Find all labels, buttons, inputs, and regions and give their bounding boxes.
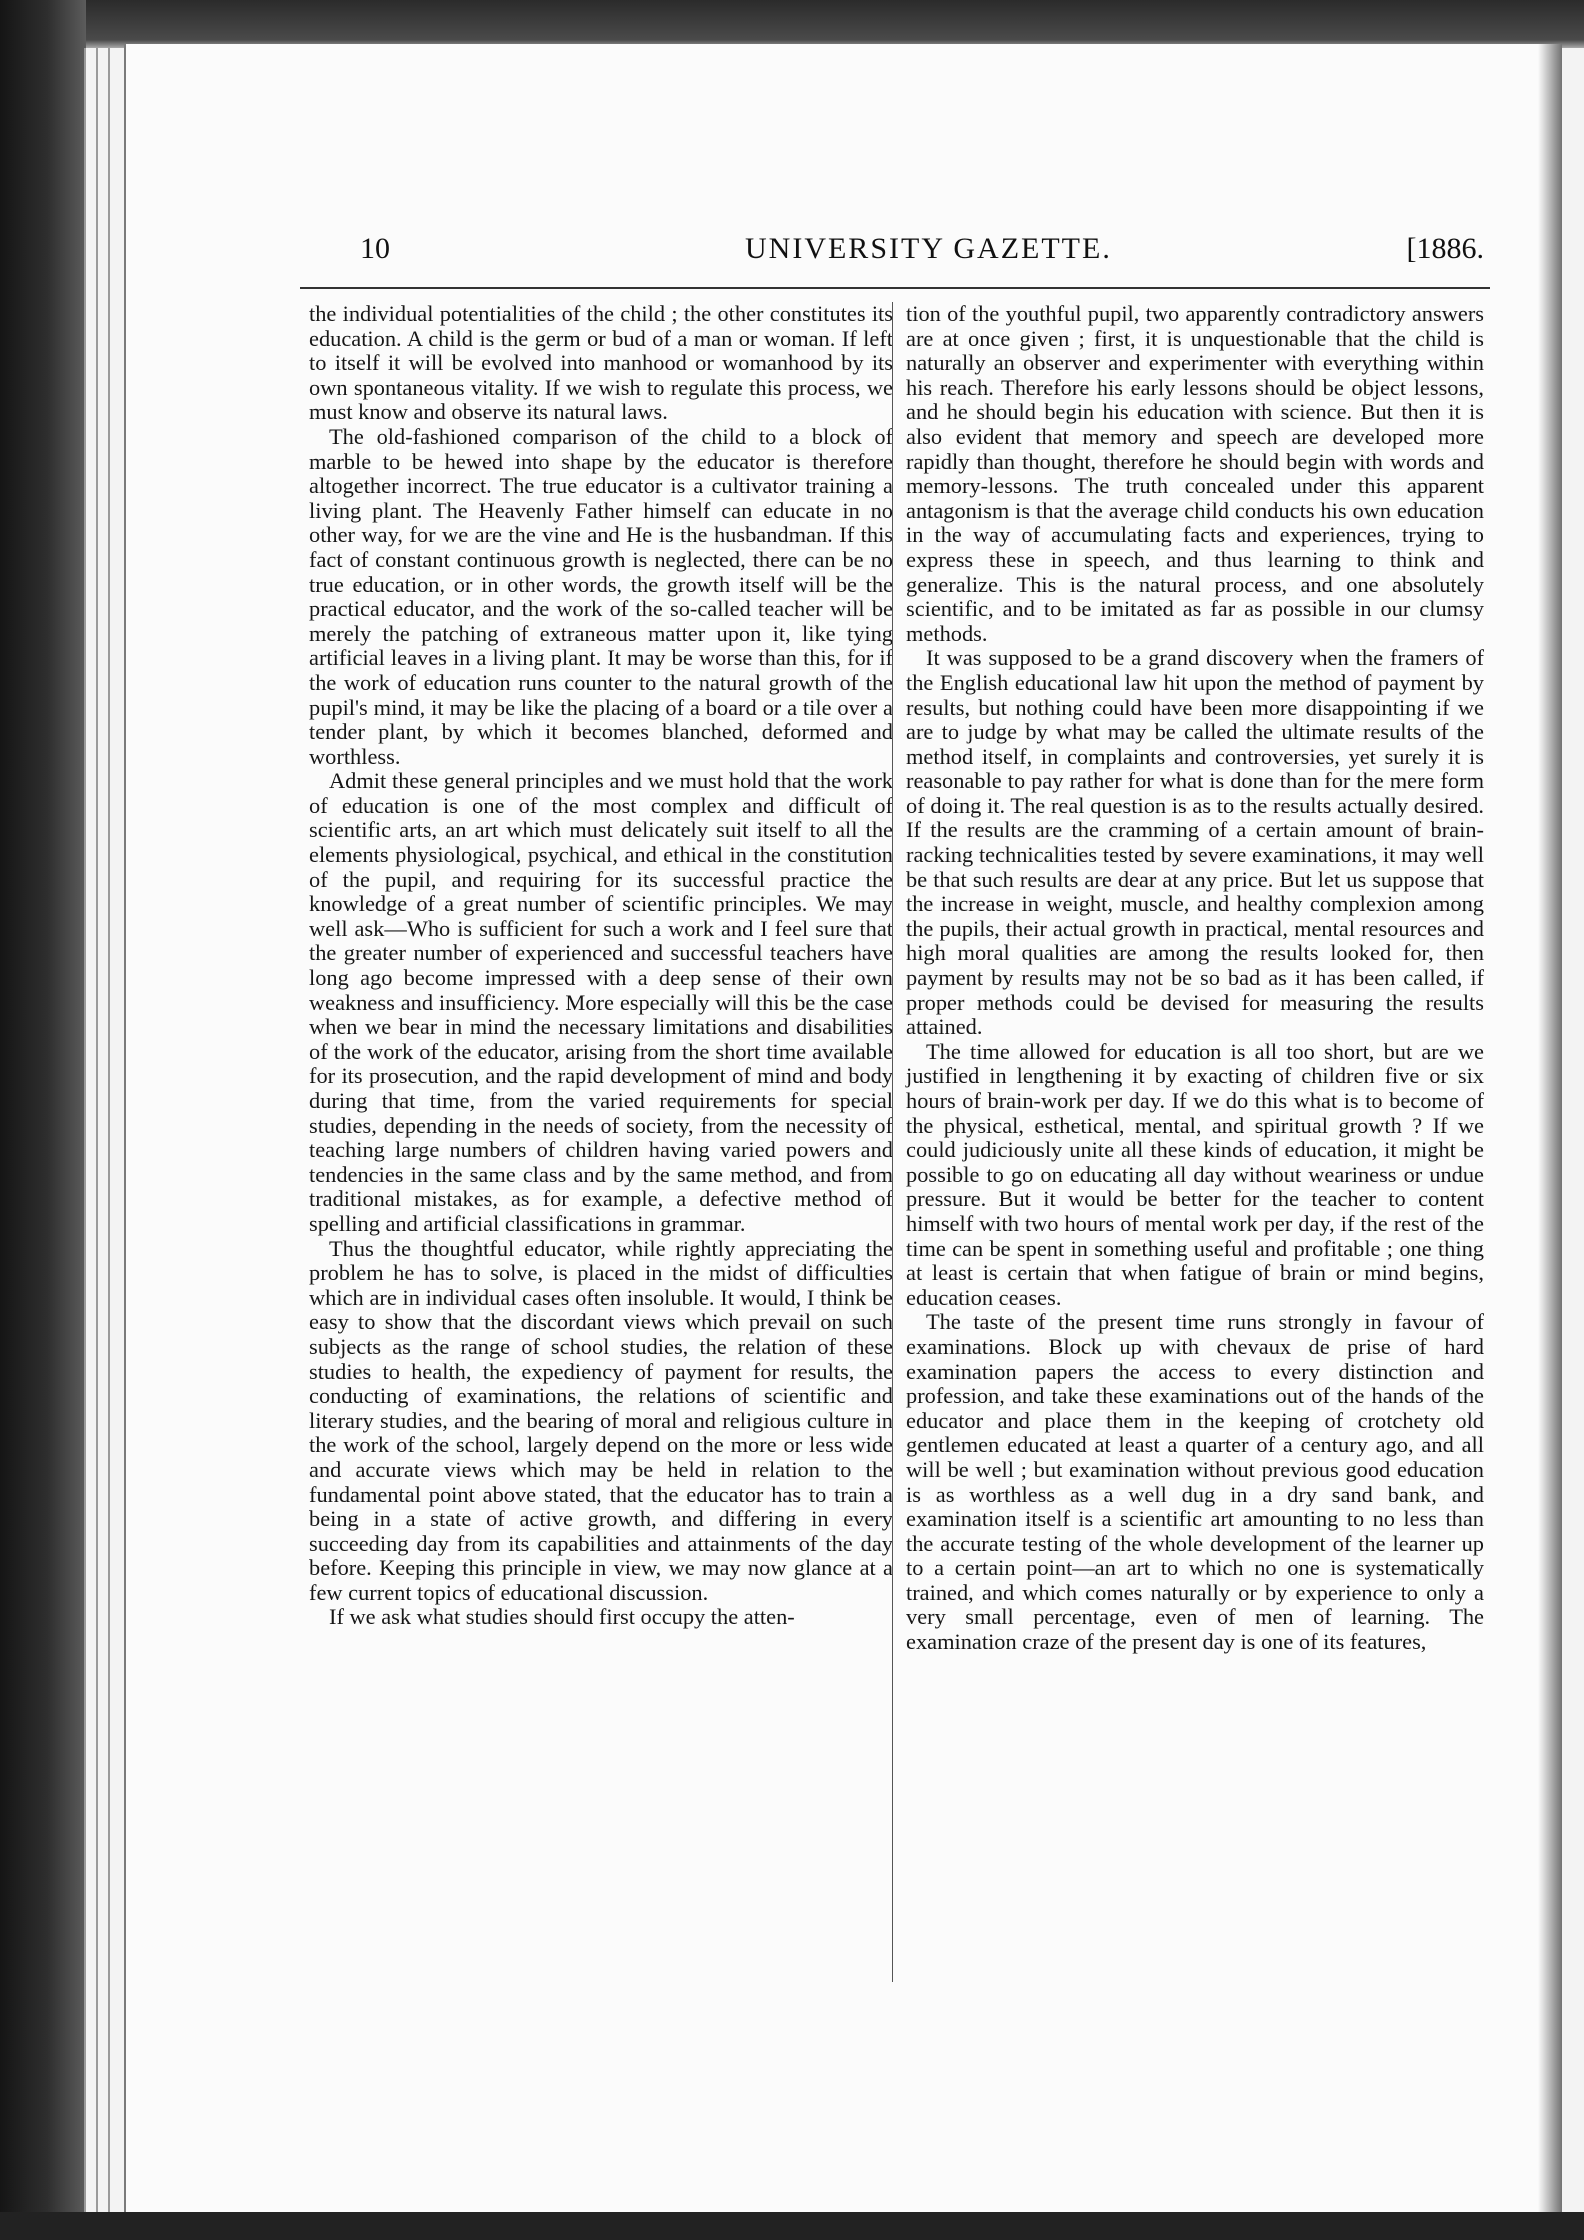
paragraph: Admit these general principles and we must hold that the work of education is one of the most complex and difficult of scientific arts, an art which must delicately suit itself to all the elements physiological, psychical, and ethical in the constitution of the pupil, and requiring for its successful practice the knowledge of a great number of scientific principles. We may well ask—Who is sufficient for such a work and I feel sure that the greater number of experienced and successful teachers have long ago become impressed with a deep sense of their own weakness and insufficiency. More especially will this be the case when we bear in mind the necessary limitations and disabilities of the work of the educator, arising from the short time available for its prosecution, and the rapid development of mind and body during that time, from the varied requirements for special studies, depending in the needs of society, from the necessity of teaching large numbers of children having varied powers and tendencies in the same class and by the same method, and from traditional mistakes, as for example, a defective method of spelling and artificial classifications in grammar. xyxy=(309,768,893,1236)
scan-bottom-edge xyxy=(0,2212,1584,2240)
paragraph: The time allowed for education is all too short, but are we justified in lengthening it by exacting of children five or six hours of brain-work per day. If we do this what is to become of the physical, esthetical, mental, and spiritual growth ? If we could judiciously unite all these kinds of education, it might be possible to go on educating all day without weariness or undue pressure. But it would be better for the teacher to content himself with two hours of mental work per day, if the rest of the time can be spent in something useful and profitable ; one thing at least is certain that when fatigue of brain or mind begins, education ceases. xyxy=(906,1038,1484,1310)
left-column xyxy=(309,302,893,1942)
header-rule xyxy=(300,287,1490,289)
paragraph: the individual potentialities of the child ; the other constitutes its education. A child is the germ or bud of a man or woman. If left to itself it will be evolved into manhood or womanhood by its own spontaneous vitality. If we wish to regulate this process, we must know and observe its natural laws. xyxy=(309,301,893,425)
page-number: 10 xyxy=(360,232,390,265)
paragraph: Thus the thoughtful educator, while rightly appreciating the problem he has to solve, is placed in the midst of difficulties which are in individual cases often insoluble. It would, I think be easy to show that the discordant views which prevail on such subjects as the range of school studies, the relation of these studies to health, the expediency of payment for results, the conducting of examinations, the relations of scientific and literary studies, and the bearing of moral and religious culture in the work of the school, largely depend on the more or less wide and accurate views which may be held in relation to the fundamental point above stated, that the educator has to train a being in a state of active growth, and differing in every succeeding day from its capabilities and attainments of the day before. Keeping this principle in view, we may now glance at a few current topics of educational discussion. xyxy=(309,1235,893,1605)
column-divider xyxy=(892,302,893,1982)
running-title: UNIVERSITY GAZETTE. xyxy=(745,232,1112,265)
page-edge-shadow xyxy=(1538,44,1562,2240)
paragraph: tion of the youthful pupil, two apparently contradictory answers are at once given ; first, it is unquestionable that the child is naturally an observer and experimenter with everything within his reach. Therefore his early lessons should be object lessons, and he should begin his education with science. But then it is also evident that memory and speech are developed more rapidly than thought, therefore he should begin with words and memory-lessons. The truth concealed under this apparent antagonism is that the average child conducts his own education in the way of accumulating facts and experiences, trying to express these in speech, and thus learning to think and generalize. This is the natural process, and one absolutely scientific, and to be imitated as far as possible in our clumsy methods. xyxy=(906,301,1484,646)
page-header xyxy=(360,232,1484,274)
paragraph: It was supposed to be a grand discovery when the framers of the English educational law hit upon the method of payment by results, but nothing could have been more disappointing if we are to judge by what may be called the ultimate results of the method itself, in complaints and controversies, yet surely it is reasonable to pay rather for what is done than for the mere form of doing it. The real question is as to the results actually desired. If the results are the cramming of a certain amount of brain-racking technicalities tested by severe examinations, it may well be that such results are dear at any price. But let us suppose that the increase in weight, muscle, and healthy complexion among the pupils, their actual growth in practical, mental resources and high moral qualities are among the results looked for, then payment by results may not be so bad as it has been called, if proper methods could be devised for measuring the results attained. xyxy=(906,645,1484,1040)
issue-year: [1886. xyxy=(1406,232,1484,265)
paragraph: The old-fashioned comparison of the child to a block of marble to be hewed into shape by the educator is therefore altogether incorrect. The true educator is a cultivator training a living plant. The Heavenly Father himself can educate in no other way, for we are the vine and He is the husbandman. If this fact of constant continuous growth is neglected, there can be no true education, or in other words, the growth itself will be the practical educator, and the work of the so-called teacher will be merely the patching of extraneous matter upon it, like tying artificial leaves in a living plant. It may be worse than this, for if the work of education runs counter to the natural growth of the pupil's mind, it may be like the placing of a board or a tile over a tender plant, by which it becomes blanched, deformed and worthless. xyxy=(309,423,893,769)
binding-shadow xyxy=(0,0,86,2240)
paragraph: The taste of the present time runs strongly in favour of examinations. Block up with chevaux de prise of hard examination papers the access to every distinction and profession, and take these examinations out of the hands of the educator and place them in the keeping of crotchety old gentlemen educated at least a quarter of a century ago, and all will be well ; but examination without previous good education is as worthless as a well dug in a dry sand bank, and examination itself is a scientific art amounting to no less than the accurate testing of the whole development of the learner up to a certain point—an art to which no one is systematically trained, and which comes naturally or by experience to only a very small percentage, even of men of learning. The examination craze of the present day is one of its features, xyxy=(906,1309,1484,1655)
right-column xyxy=(906,302,1484,1942)
paragraph: If we ask what studies should first occupy the atten- xyxy=(329,1604,795,1630)
